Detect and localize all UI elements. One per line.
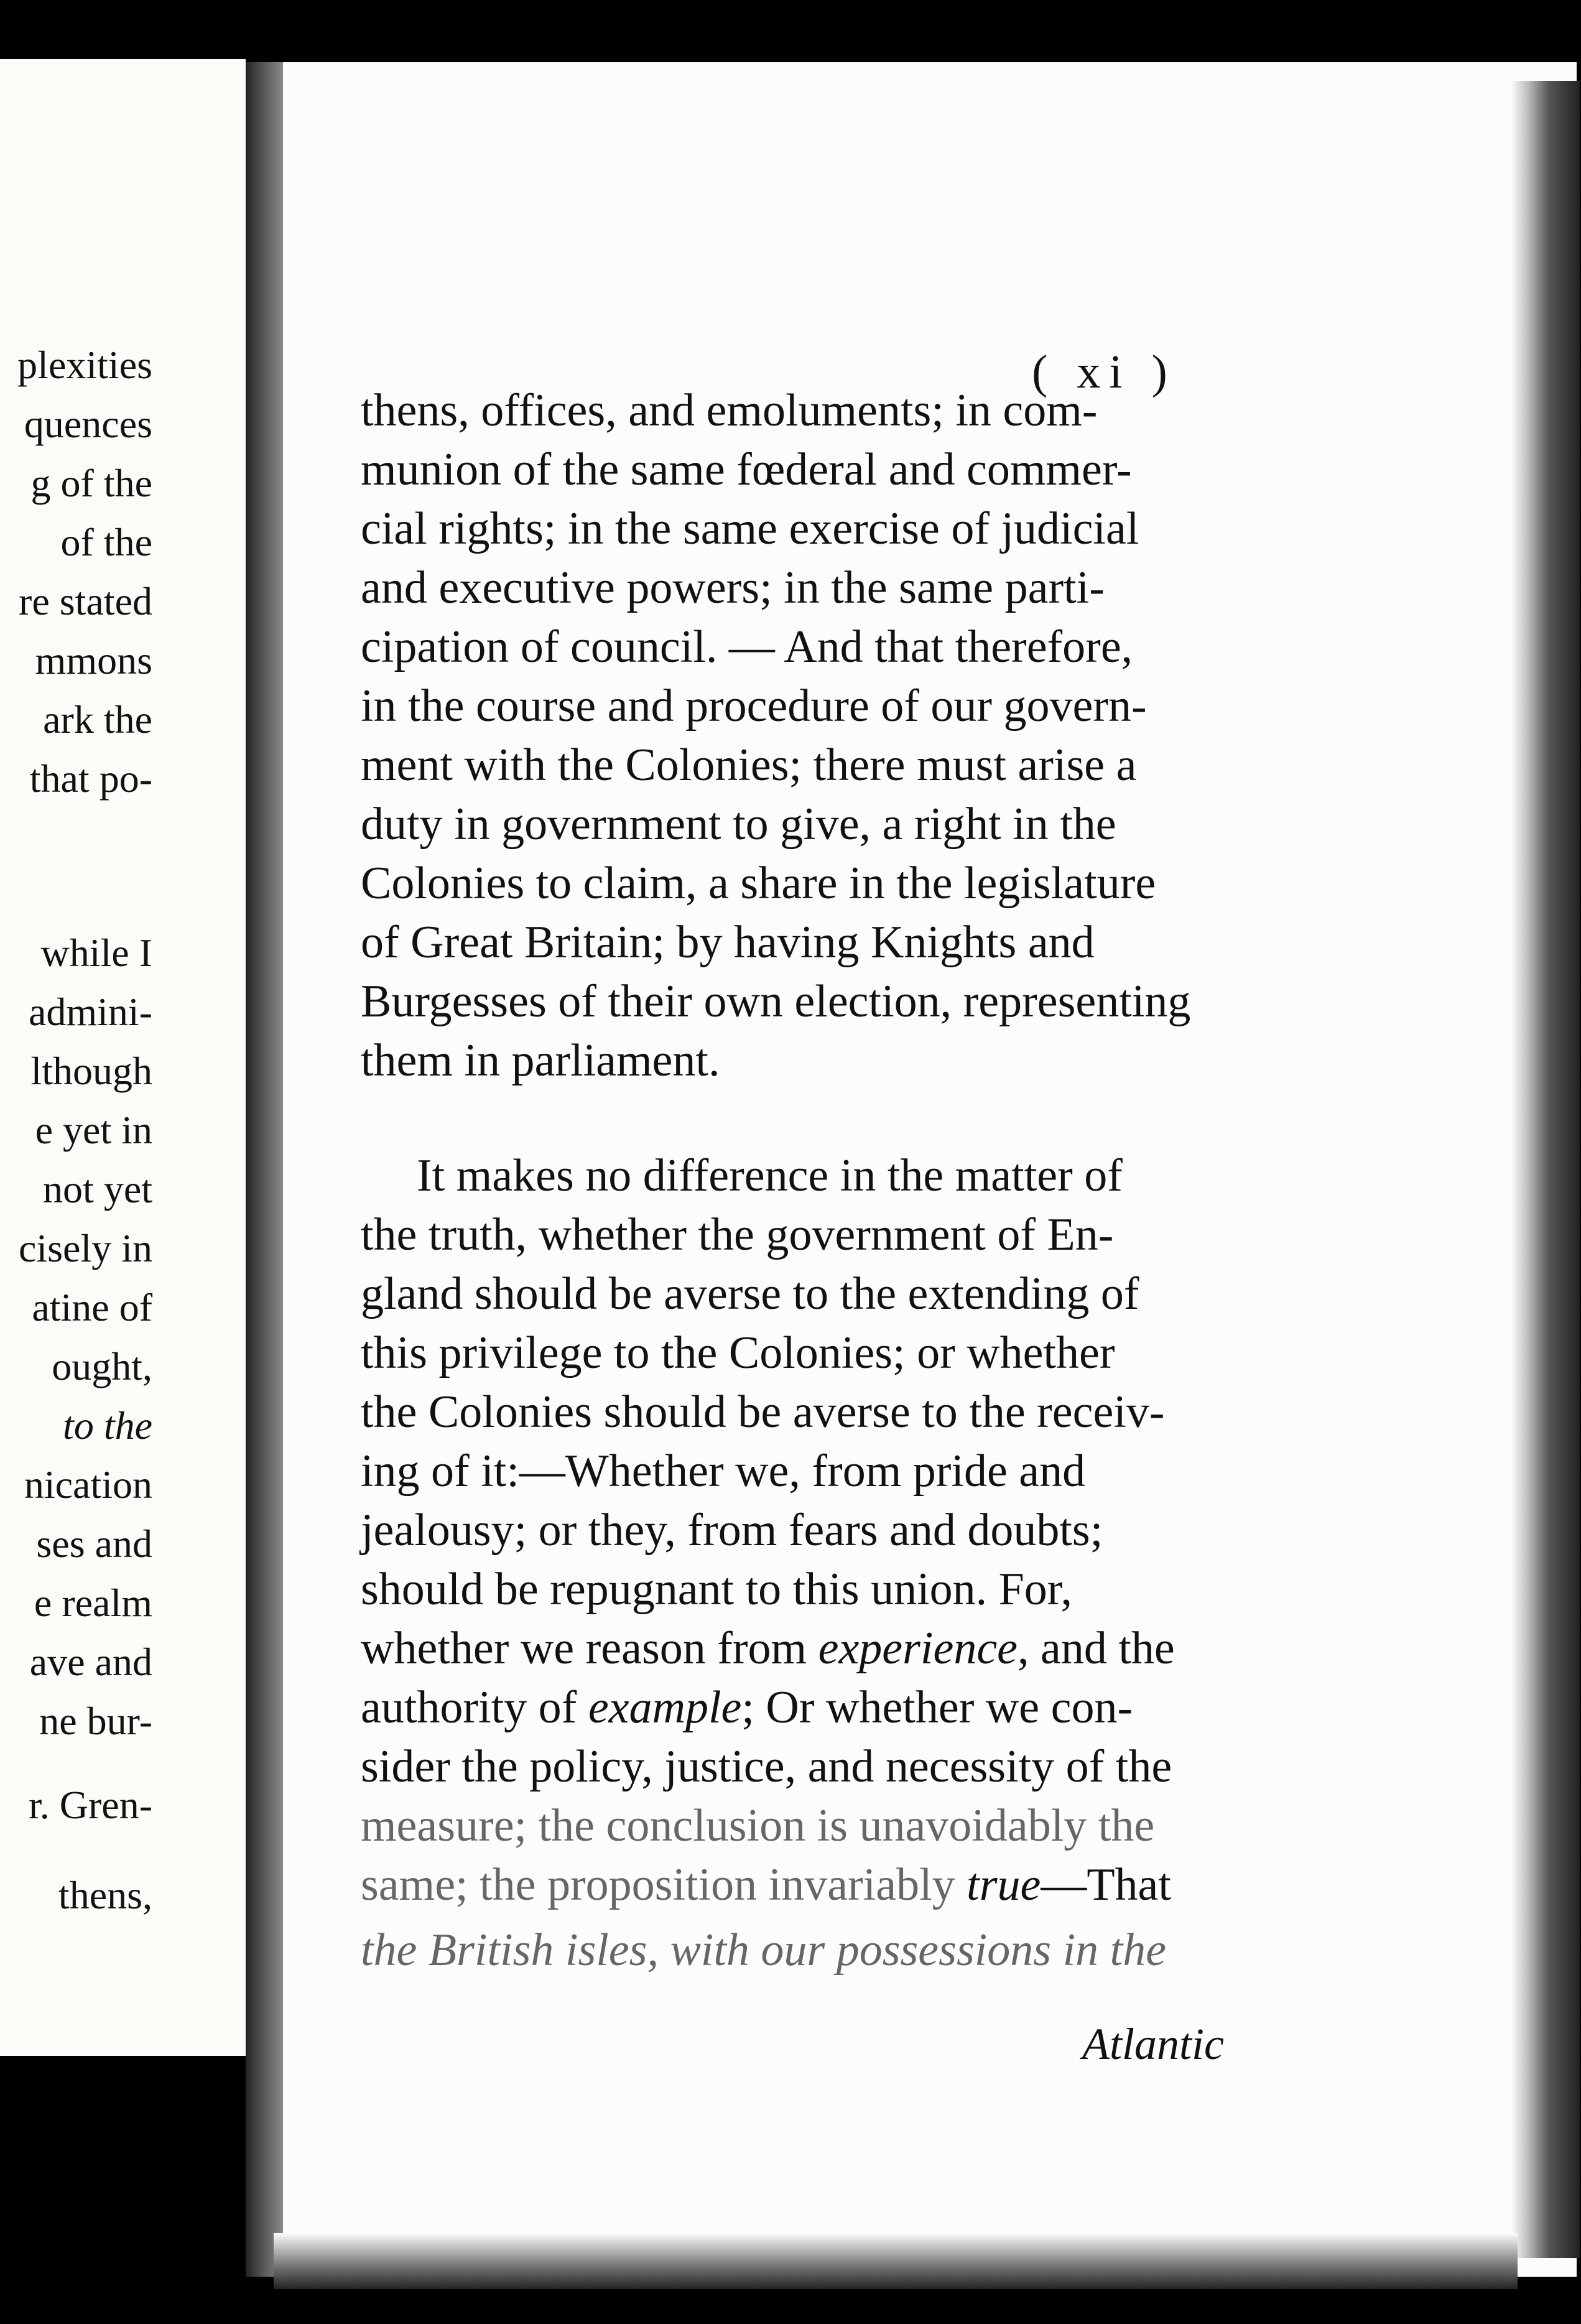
text-line: sider the policy, justice, and necessity of the <box>361 1741 1172 1792</box>
left-page-line: plexities <box>17 343 152 387</box>
left-page-line: ave and <box>29 1640 152 1684</box>
italic-word: experience <box>818 1623 1018 1674</box>
text-segment: , and the <box>1018 1623 1175 1674</box>
left-page-line: lthough <box>30 1049 152 1093</box>
left-page-line: ne bur- <box>39 1699 152 1743</box>
italic-word: true <box>967 1859 1041 1910</box>
left-page-line: mmons <box>35 638 152 682</box>
left-page-line: r. Gren- <box>28 1783 152 1827</box>
left-page-line: atine of <box>32 1285 152 1329</box>
text-line: the Colonies should be averse to the receiv- <box>361 1387 1165 1438</box>
text-line <box>361 1860 1171 1910</box>
left-page-line: e yet in <box>35 1108 152 1152</box>
italic-word: example <box>588 1682 742 1733</box>
left-page-line: to the <box>63 1403 152 1448</box>
left-page-line: g of the <box>30 461 152 505</box>
left-page-line: ought, <box>52 1344 152 1388</box>
left-page-line: re stated <box>19 579 152 623</box>
text-line: ing of it:—Whether we, from pride and <box>361 1446 1086 1497</box>
text-line: gland should be averse to the extending of <box>361 1268 1139 1319</box>
text-line: thens, offices, and emoluments; in com- <box>361 385 1098 436</box>
text-line: measure; the conclusion is unavoidably the <box>361 1800 1155 1851</box>
text-line: cial rights; in the same exercise of judicial <box>361 503 1139 554</box>
left-page-line: thens, <box>58 1873 152 1917</box>
text-line: should be repugnant to this union. For, <box>361 1564 1072 1615</box>
left-page-line: admini- <box>28 990 152 1034</box>
text-line <box>361 1683 1133 1732</box>
left-page-line: not yet <box>43 1167 152 1211</box>
text-segment: same; the proposition invariably <box>361 1859 967 1910</box>
text-line: cipation of council. — And that therefore, <box>361 621 1133 672</box>
text-segment: —That <box>1041 1859 1171 1910</box>
text-segment: whether we reason from <box>361 1623 818 1674</box>
catchword: Atlantic <box>1082 2019 1224 2069</box>
left-page-line: ses and <box>36 1522 152 1566</box>
page-bottom-shadow <box>274 2233 1518 2289</box>
left-page-line: cisely in <box>18 1226 152 1270</box>
text-segment: authority of <box>361 1682 588 1733</box>
text-line: Burgesses of their own election, representing <box>361 976 1191 1027</box>
page-edge-shadow <box>1511 81 1580 2258</box>
text-line: this privilege to the Colonies; or whether <box>361 1327 1115 1378</box>
text-line: duty in government to give, a right in the <box>361 799 1116 850</box>
text-line <box>361 1624 1175 1673</box>
text-segment: ; Or whether we con- <box>741 1682 1133 1733</box>
text-line: of Great Britain; by having Knights and <box>361 917 1095 968</box>
page-number: ( xi ) <box>1032 346 1176 398</box>
text-line: It makes no difference in the matter of <box>417 1150 1123 1201</box>
text-line: Colonies to claim, a share in the legislature <box>361 858 1156 909</box>
text-line: munion of the same fœderal and commer- <box>361 444 1132 495</box>
text-line: the British isles, with our possessions in the <box>361 1925 1167 1976</box>
left-page-line: while I <box>40 931 152 975</box>
left-page-line: ark the <box>43 697 152 741</box>
text-line: jealousy; or they, from fears and doubts; <box>361 1505 1103 1556</box>
left-page-line: of the <box>60 520 152 564</box>
text-line: ment with the Colonies; there must arise a <box>361 740 1137 791</box>
left-page-line: nication <box>24 1462 152 1507</box>
text-line: and executive powers; in the same parti- <box>361 562 1105 613</box>
left-page <box>0 59 246 2056</box>
left-page-line: that po- <box>29 756 152 801</box>
left-page-line: quences <box>24 402 152 446</box>
left-page-line: e realm <box>34 1581 152 1625</box>
text-line: the truth, whether the government of En- <box>361 1209 1114 1260</box>
text-line: them in parliament. <box>361 1035 720 1086</box>
text-line: in the course and procedure of our govern- <box>361 681 1147 732</box>
